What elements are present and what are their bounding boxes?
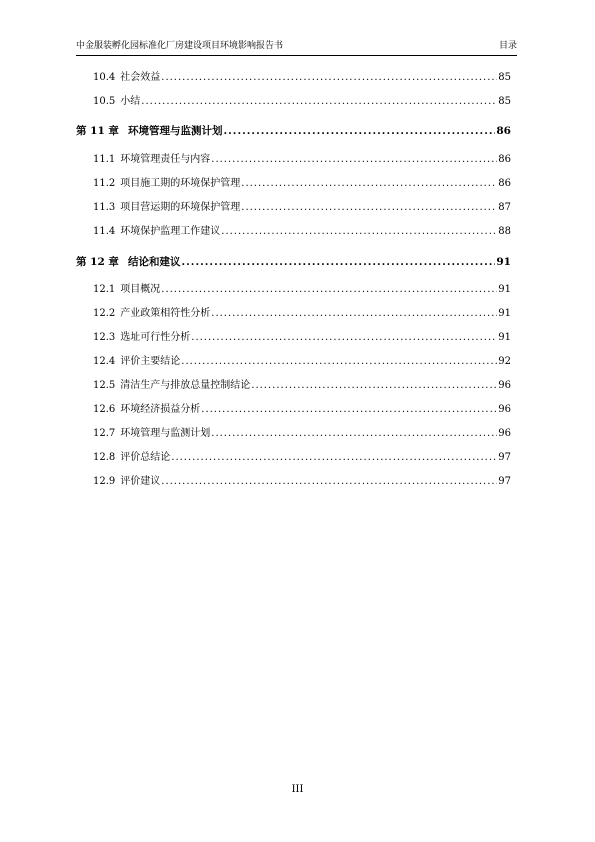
toc-entry-title: 小结 — [120, 96, 141, 107]
toc-entry-number: 10.5 — [93, 96, 116, 107]
section-label: 目录 — [498, 41, 517, 51]
toc-entry-number: 12.8 — [93, 452, 116, 463]
toc-entry-page: 91 — [498, 284, 511, 295]
toc-entry-number: 12.4 — [93, 356, 116, 367]
toc-entry[interactable] — [93, 475, 511, 489]
document-title: 中金服装孵化园标准化厂房建设项目环境影响报告书 — [76, 41, 284, 51]
toc-entry[interactable] — [93, 427, 511, 441]
toc-entry-number: 12.3 — [93, 332, 116, 343]
toc-entry-number: 12.5 — [93, 380, 116, 391]
toc-entry-page: 85 — [498, 96, 511, 107]
toc-entry-title: 选址可行性分析 — [120, 332, 191, 343]
toc-entry-title: 清洁生产与排放总量控制结论 — [120, 380, 251, 391]
dot-leader — [191, 331, 497, 345]
toc-entry-title: 评价总结论 — [120, 452, 171, 463]
toc-entry-number: 11.4 — [93, 226, 116, 237]
toc-chapter-entry[interactable] — [76, 124, 511, 138]
toc-entry[interactable] — [93, 331, 511, 345]
toc-entry-page: 96 — [498, 428, 511, 439]
toc-chapter-page: 86 — [496, 125, 511, 137]
page-header — [76, 40, 517, 53]
toc-entry-page: 86 — [498, 178, 511, 189]
toc-entry[interactable] — [93, 153, 511, 167]
toc-entry-title: 产业政策相符性分析 — [120, 308, 211, 319]
dot-leader — [161, 71, 497, 85]
toc-entry-number: 10.4 — [93, 72, 116, 83]
toc-entry-title: 环境管理与监测计划 — [120, 428, 211, 439]
toc-entry-number: 12.7 — [93, 428, 116, 439]
dot-leader — [141, 95, 497, 109]
toc-entry[interactable] — [93, 177, 511, 191]
toc-entry-number: 12.6 — [93, 404, 116, 415]
dot-leader — [161, 283, 497, 297]
toc-entry-page: 91 — [498, 332, 511, 343]
header-rule — [76, 55, 517, 56]
toc-entry[interactable] — [93, 201, 511, 215]
toc-chapter-title: 结论和建议 — [128, 256, 181, 268]
dot-leader — [211, 427, 497, 441]
toc-entry-number: 12.2 — [93, 308, 116, 319]
dot-leader — [181, 355, 497, 369]
dot-leader — [182, 255, 496, 269]
toc-entry-number: 12.9 — [93, 476, 116, 487]
dot-leader — [161, 475, 497, 489]
dot-leader — [241, 177, 497, 191]
dot-leader — [251, 379, 497, 393]
toc-entry-page: 96 — [498, 404, 511, 415]
toc-entry[interactable] — [93, 355, 511, 369]
dot-leader — [221, 225, 497, 239]
toc-entry-page: 85 — [498, 72, 511, 83]
toc-entry[interactable] — [93, 379, 511, 393]
toc-entry-title: 环境管理责任与内容 — [120, 154, 211, 165]
toc-entry-number: 11.3 — [93, 202, 116, 213]
toc-entry-title: 项目施工期的环境保护管理 — [120, 178, 241, 189]
toc-entry[interactable] — [93, 451, 511, 465]
toc-entry-page: 86 — [498, 154, 511, 165]
toc-chapter-entry[interactable] — [76, 255, 511, 269]
toc-entry-number: 11.2 — [93, 178, 116, 189]
toc-chapter-number: 第 11 章 — [76, 125, 119, 137]
toc-entry[interactable] — [93, 283, 511, 297]
toc-entry-number: 11.1 — [93, 154, 116, 165]
dot-leader — [211, 153, 497, 167]
toc-entry-title: 社会效益 — [120, 72, 161, 83]
toc-entry-page: 97 — [498, 452, 511, 463]
toc-chapter-page: 91 — [496, 256, 511, 268]
dot-leader — [224, 124, 496, 138]
toc-entry-title: 环境经济损益分析 — [120, 404, 201, 415]
dot-leader — [211, 307, 497, 321]
toc-entry-title: 环境保护监理工作建议 — [120, 226, 221, 237]
toc-entry[interactable] — [93, 95, 511, 109]
toc-entry-page: 88 — [498, 226, 511, 237]
toc-entry-page: 96 — [498, 380, 511, 391]
toc-chapter-number: 第 12 章 — [76, 256, 119, 268]
dot-leader — [201, 403, 497, 417]
toc-entry-page: 92 — [498, 356, 511, 367]
toc-entry[interactable] — [93, 403, 511, 417]
toc-entry-title: 项目概况 — [120, 284, 161, 295]
dot-leader — [241, 201, 497, 215]
toc-entry-title: 评价主要结论 — [120, 356, 181, 367]
dot-leader — [171, 451, 497, 465]
toc-entry-page: 97 — [498, 476, 511, 487]
toc-entry-number: 12.1 — [93, 284, 116, 295]
toc-entry-page: 91 — [498, 308, 511, 319]
toc-entry[interactable] — [93, 307, 511, 321]
page-number: III — [291, 784, 304, 795]
toc-entry[interactable] — [93, 225, 511, 239]
toc-entry-title: 评价建议 — [120, 476, 161, 487]
toc-entry-page: 87 — [498, 202, 511, 213]
toc-chapter-title: 环境管理与监测计划 — [128, 125, 223, 137]
toc-entry-title: 项目营运期的环境保护管理 — [120, 202, 241, 213]
toc-entry[interactable] — [93, 71, 511, 85]
